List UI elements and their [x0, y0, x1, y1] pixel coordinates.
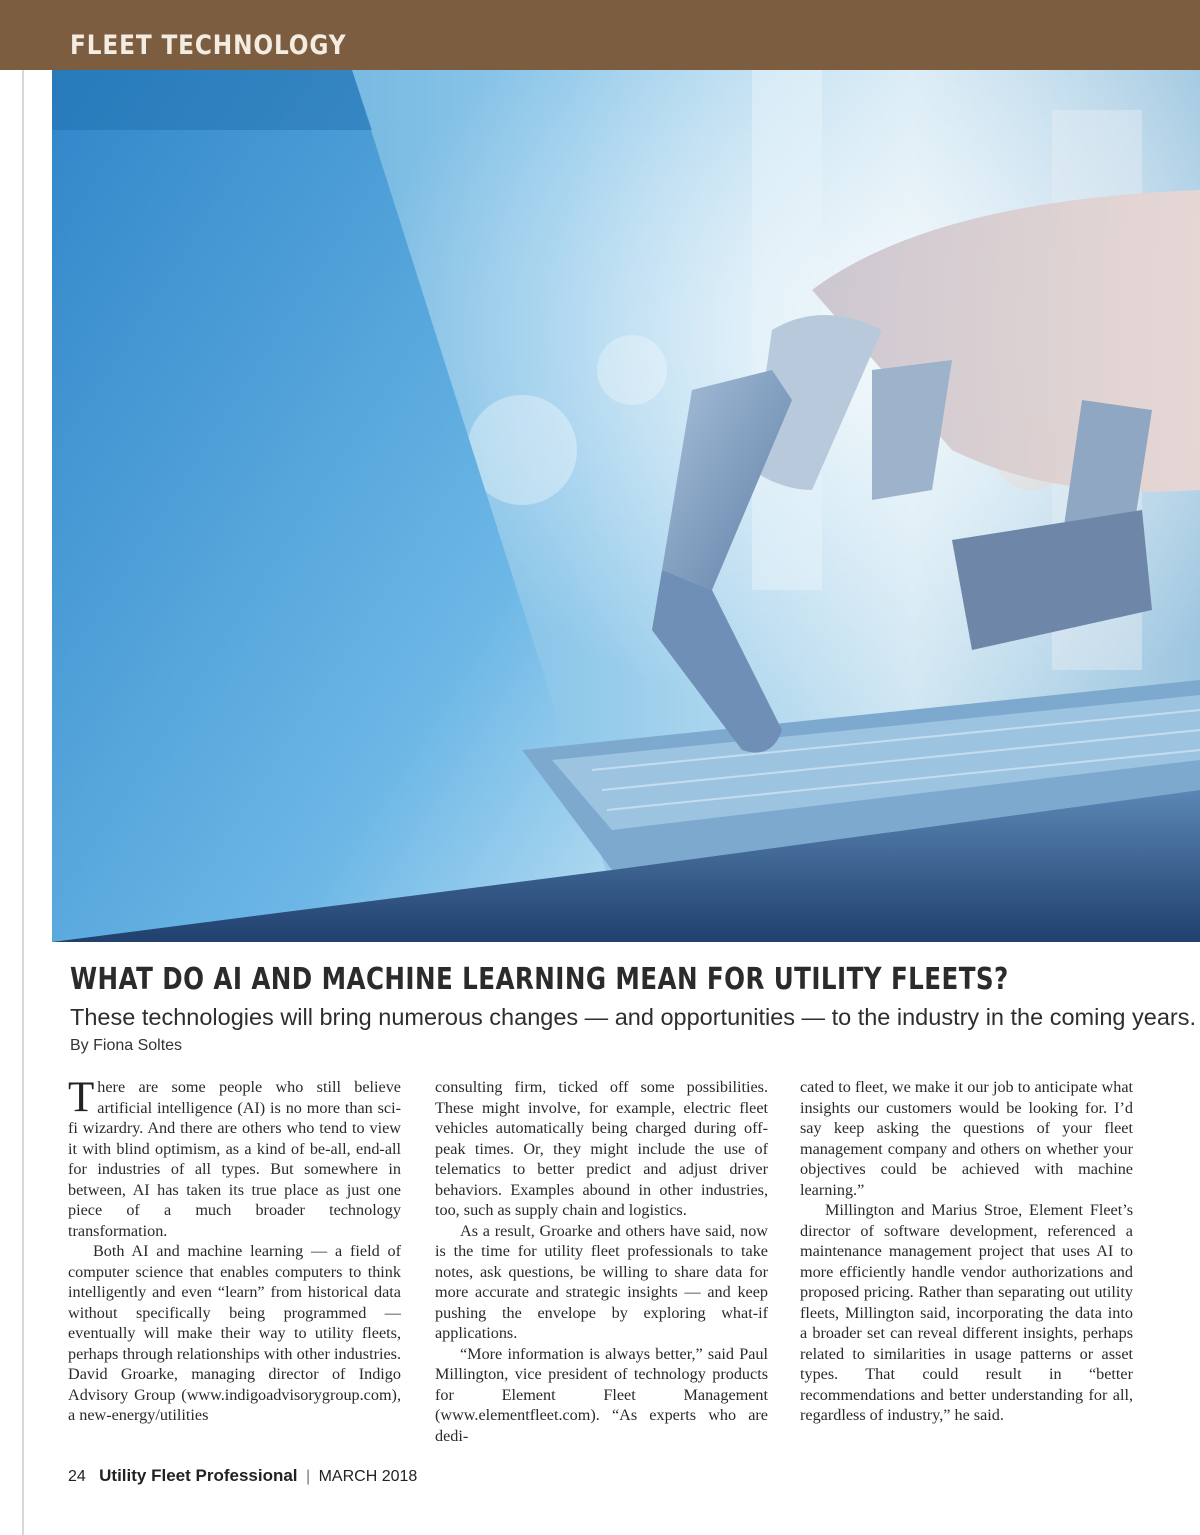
article-paragraph: “More information is always better,” said Paul Millington, vice president of technology products for Element Fleet Management (www.elementfleet.com). “As experts who are dedi- [435, 1344, 768, 1445]
paragraph-text: here are some people who still believe artificial intelligence (AI) is no more than sci-fi wizardry. And there are others who tend to view it with blind optimism, as a kind of be-all, end-all for industries of all types. But somewhere in between, AI has taken its true place as just one piece of a much broader technology transformation. [68, 1078, 401, 1240]
magazine-name: Utility Fleet Professional [99, 1466, 298, 1485]
page-footer [68, 1466, 417, 1486]
article-paragraph: consulting firm, ticked off some possibilities. These might involve, for example, electric fleet vehicles automatically being charged during off-peak times. Or, they might include the use of telematics to better predict and adjust driver behaviors. Examples abound in other industries, too, such as supply chain and logistics. [435, 1078, 768, 1219]
page-number: 24 [68, 1468, 86, 1485]
article-column-1 [68, 1074, 401, 1426]
article-headline: WHAT DO AI AND MACHINE LEARNING MEAN FOR UTILITY FLEETS? [70, 962, 1009, 997]
hero-image [52, 70, 1200, 942]
article-paragraph: Millington and Marius Stroe, Element Fleet’s director of software development, referenced a maintenance management project that uses AI to more efficiently handle vendor authorizations and proposed pricing. Rather than separating out utility fleets, Millington said, incorporating the data into a broader set can reveal different insights, perhaps related to similarities in usage patterns or asset types. That could result in “better recommendations and better understanding for all, regardless of industry,” he said. [800, 1201, 1133, 1424]
article-column-3 [800, 1077, 1133, 1426]
article-column-2 [435, 1077, 768, 1446]
article-deck: These technologies will bring numerous changes — and opportunities — to the industry in the coming years. [70, 1004, 1197, 1030]
section-title: FLEET TECHNOLOGY [70, 30, 347, 61]
article-paragraph: As a result, Groarke and others have said, now is the time for utility fleet professionals to take notes, ask questions, be willing to share data for more accurate and strategic insights — and keep pushing the envelope by exploring what-if applications. [435, 1221, 768, 1342]
article-byline: By Fiona Soltes [70, 1037, 183, 1054]
drop-cap: T [68, 1074, 95, 1121]
article-paragraph: cated to fleet, we make it our job to anticipate what insights our customers would be looking for. I’d say keep asking the questions of your fleet management company and others on whether your objectives could be achieved with machine learning.” [800, 1078, 1133, 1199]
article-paragraph: Both AI and machine learning — a field of computer science that enables computers to think intelligently and even “learn” from historical data without specifically being programmed — eventually will make their way to utility fleets, perhaps through relationships with other industries. David Groarke, managing director of Indigo Advisory Group (www.indigoadvisorygroup.com), a new-energy/utilities [68, 1242, 401, 1424]
issue-date: MARCH 2018 [318, 1468, 418, 1485]
robot-hand-laptop-illustration [52, 70, 1200, 942]
page-edge-rule [22, 70, 24, 1535]
article-paragraph [68, 1074, 401, 1241]
footer-separator: | [305, 1468, 311, 1485]
